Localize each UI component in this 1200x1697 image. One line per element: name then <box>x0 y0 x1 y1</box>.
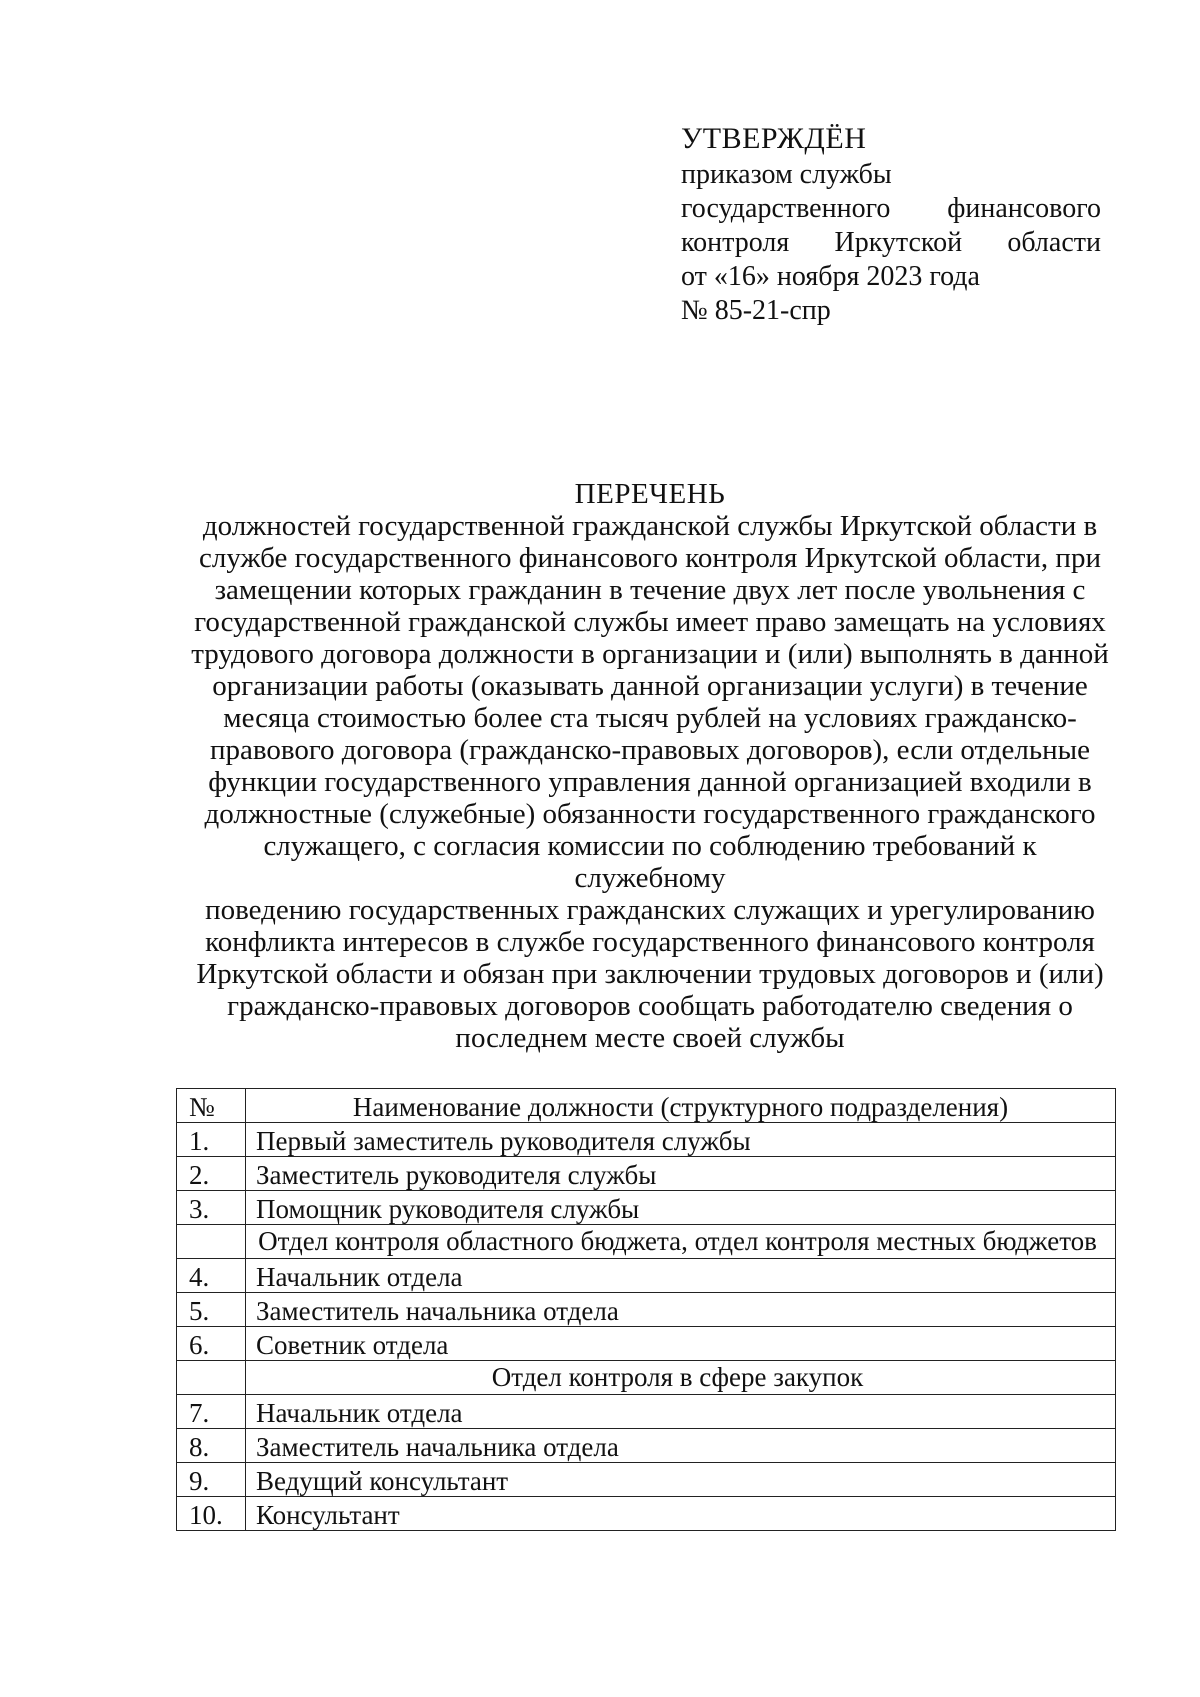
approval-line-3-c: области <box>1007 227 1101 258</box>
row-number: 1. <box>177 1123 246 1157</box>
row-position: Заместитель руководителя службы <box>246 1157 1116 1191</box>
row-position: Ведущий консультант <box>246 1463 1116 1497</box>
list-description-line: служащего, с согласия комиссии по соблюдению требований к служебному <box>263 830 1037 894</box>
row-position: Заместитель начальника отдела <box>246 1429 1116 1463</box>
list-description-line: функции государственного управления данной организацией входили в <box>208 766 1092 798</box>
approval-line-2-left: государственного <box>681 193 891 224</box>
row-number: 2. <box>177 1157 246 1191</box>
table-row <box>177 1191 1116 1225</box>
row-number: 8. <box>177 1429 246 1463</box>
approval-heading: УТВЕРЖДЁН <box>681 122 867 155</box>
approval-date: от «16» ноября 2023 года <box>681 261 980 292</box>
list-description-line: последнем месте своей службы <box>455 1022 845 1054</box>
list-description-line: Иркутской области и обязан при заключении трудовых договоров и (или) <box>196 958 1104 990</box>
table-row <box>177 1395 1116 1429</box>
list-description-line: трудового договора должности в организации и (или) выполнять в данной <box>191 638 1109 670</box>
approval-stamp <box>681 120 1101 328</box>
table-row <box>177 1463 1116 1497</box>
table-row <box>177 1497 1116 1531</box>
approval-line-2-right: финансового <box>947 193 1101 224</box>
list-description-line: государственной гражданской службы имеет право замещать на условиях <box>194 606 1106 638</box>
row-number: 9. <box>177 1463 246 1497</box>
approval-line-3 <box>681 226 1101 260</box>
list-description-line: организации работы (оказывать данной организации услуги) в течение <box>212 670 1088 702</box>
list-description-line: гражданско-правовых договоров сообщать работодателю сведения о <box>227 990 1073 1022</box>
table-row <box>177 1327 1116 1361</box>
list-description-line: месяца стоимостью более ста тысяч рублей на условиях гражданско- <box>223 702 1077 734</box>
section-row <box>177 1225 1116 1259</box>
row-number: 3. <box>177 1191 246 1225</box>
list-description-line: замещении которых гражданин в течение двух лет после увольнения с <box>214 574 1086 606</box>
row-position: Первый заместитель руководителя службы <box>246 1123 1116 1157</box>
table-row <box>177 1293 1116 1327</box>
section-row <box>177 1361 1116 1395</box>
table-row <box>177 1123 1116 1157</box>
header-number: № <box>177 1089 246 1123</box>
approval-line-3-b: Иркутской <box>834 227 963 258</box>
row-position: Советник отдела <box>246 1327 1116 1361</box>
table-row <box>177 1429 1116 1463</box>
list-description-line: поведению государственных гражданских служащих и урегулированию <box>205 894 1095 926</box>
row-number: 6. <box>177 1327 246 1361</box>
approval-line-2 <box>681 192 1101 226</box>
list-description-line: должностей государственной гражданской службы Иркутской области в <box>202 510 1098 542</box>
table-header-row <box>177 1089 1116 1123</box>
positions-table <box>176 1088 1116 1531</box>
list-description-line: службе государственного финансового контроля Иркутской области, при <box>199 542 1101 574</box>
row-number: 10. <box>177 1497 246 1531</box>
section-number-cell <box>177 1225 246 1259</box>
list-description-line: конфликта интересов в службе государственного финансового контроля <box>205 926 1095 958</box>
row-position: Заместитель начальника отдела <box>246 1293 1116 1327</box>
row-number: 5. <box>177 1293 246 1327</box>
list-title-block <box>190 478 1110 1054</box>
approval-line-1: приказом службы <box>681 159 892 190</box>
list-description-line: должностные (служебные) обязанности государственного гражданского <box>204 798 1096 830</box>
section-title: Отдел контроля областного бюджета, отдел контроля местных бюджетов <box>246 1225 1116 1259</box>
list-title: ПЕРЕЧЕНЬ <box>574 478 726 510</box>
row-position: Консультант <box>246 1497 1116 1531</box>
row-position: Начальник отдела <box>246 1395 1116 1429</box>
row-number: 4. <box>177 1259 246 1293</box>
section-title: Отдел контроля в сфере закупок <box>246 1361 1116 1395</box>
row-number: 7. <box>177 1395 246 1429</box>
table-row <box>177 1259 1116 1293</box>
approval-line-3-a: контроля <box>681 227 790 258</box>
header-position-name: Наименование должности (структурного подразделения) <box>246 1089 1116 1123</box>
approval-order-number: № 85-21-спр <box>681 295 831 326</box>
list-description-line: правового договора (гражданско-правовых договоров), если отдельные <box>210 734 1090 766</box>
section-number-cell <box>177 1361 246 1395</box>
row-position: Начальник отдела <box>246 1259 1116 1293</box>
table-row <box>177 1157 1116 1191</box>
row-position: Помощник руководителя службы <box>246 1191 1116 1225</box>
